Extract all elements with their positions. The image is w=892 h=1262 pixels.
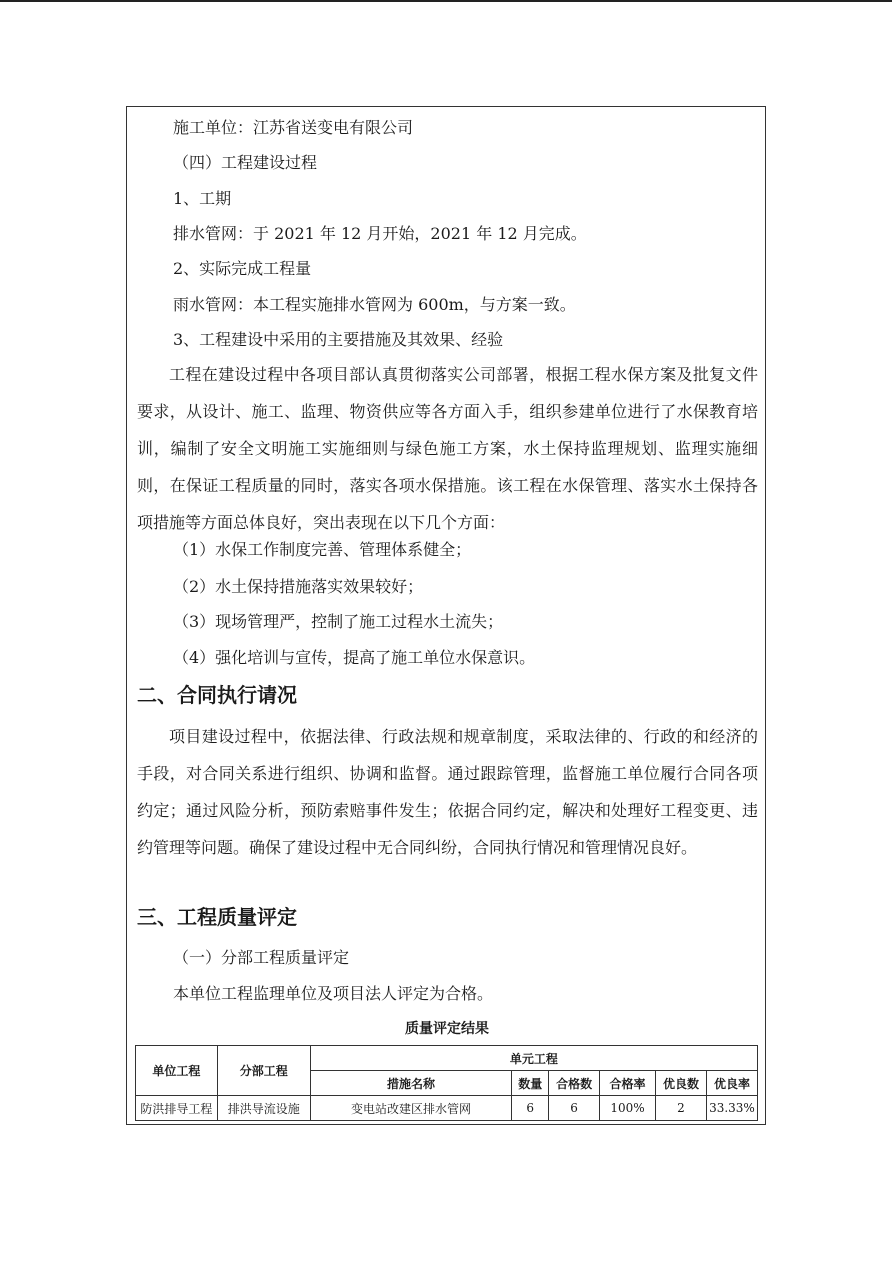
page-top-rule bbox=[0, 0, 892, 2]
builder-line: 施工单位：江苏省送变电有限公司 bbox=[173, 118, 414, 137]
table-title: 质量评定结果 bbox=[405, 1021, 489, 1037]
heading-quality: 三、工程质量评定 bbox=[137, 905, 297, 929]
cell-excellent: 2 bbox=[656, 1096, 707, 1121]
header-excellent-rate: 优良率 bbox=[706, 1071, 757, 1096]
cell-part: 排洪导流设施 bbox=[217, 1096, 310, 1121]
point-1: （1）水保工作制度完善、管理体系健全； bbox=[173, 540, 472, 559]
header-count: 数量 bbox=[512, 1071, 549, 1096]
cell-pass: 6 bbox=[549, 1096, 600, 1121]
actual-title: 2、实际完成工程量 bbox=[173, 259, 312, 278]
point-4: （4）强化培训与宣传，提高了施工单位水保意识。 bbox=[173, 648, 536, 667]
header-pass: 合格数 bbox=[549, 1071, 600, 1096]
contract-paragraph: 项目建设过程中，依据法律、行政法规和规章制度，采取法律的、行政的和经济的手段，对合同关系进行组织、协调和监督。通过跟踪管理，监督施工单位履行合同各项约定；通过风险分析，预防索赔事件发生；依据合同约定，解决和处理好工程变更、违约管理等问题。确保了建设过程中无合同纠纷，合同执行情况和管理情况良好。 bbox=[137, 727, 758, 857]
measures-paragraph: 工程在建设过程中各项目部认真贯彻落实公司部署，根据工程水保方案及批复文件要求，从设计、施工、监理、物资供应等各方面入手，组织参建单位进行了水保教育培训，编制了安全文明施工实施细则与绿色施工方案，水土保持监理规划、监理实施细则，在保证工程质量的同时，落实各项水保措施。该工程在水保管理、落实水土保持各项措施等方面总体良好，突出表现在以下几个方面： bbox=[137, 365, 758, 532]
cell-measure: 变电站改建区排水管网 bbox=[310, 1096, 512, 1121]
actual-text: 雨水管网：本工程实施排水管网为 600m，与方案一致。 bbox=[173, 295, 576, 314]
point-3: （3）现场管理严，控制了施工过程水土流失； bbox=[173, 612, 504, 631]
header-excellent: 优良数 bbox=[656, 1071, 707, 1096]
cell-unit: 防洪排导工程 bbox=[136, 1096, 218, 1121]
document-frame bbox=[126, 106, 766, 1125]
quality-text: 本单位工程监理单位及项目法人评定为合格。 bbox=[173, 984, 494, 1003]
measures-title: 3、工程建设中采用的主要措施及其效果、经验 bbox=[173, 330, 504, 349]
cell-pass-rate: 100% bbox=[600, 1096, 656, 1121]
period-title: 1、工期 bbox=[173, 189, 232, 208]
period-text: 排水管网：于 2021 年 12 月开始，2021 年 12 月完成。 bbox=[173, 224, 587, 243]
header-pass-rate: 合格率 bbox=[600, 1071, 656, 1096]
header-measure: 措施名称 bbox=[310, 1071, 512, 1096]
section-four-title: （四）工程建设过程 bbox=[173, 153, 318, 172]
cell-count: 6 bbox=[512, 1096, 549, 1121]
cell-excellent-rate: 33.33% bbox=[706, 1096, 757, 1121]
table-row bbox=[136, 1096, 758, 1121]
header-part: 分部工程 bbox=[217, 1046, 310, 1096]
point-2: （2）水土保持措施落实效果较好； bbox=[173, 577, 424, 596]
header-element: 单元工程 bbox=[310, 1046, 757, 1071]
heading-contract: 二、合同执行请况 bbox=[137, 683, 297, 707]
header-unit: 单位工程 bbox=[136, 1046, 218, 1096]
quality-table bbox=[135, 1045, 758, 1121]
sub-quality-title: （一）分部工程质量评定 bbox=[173, 948, 350, 967]
